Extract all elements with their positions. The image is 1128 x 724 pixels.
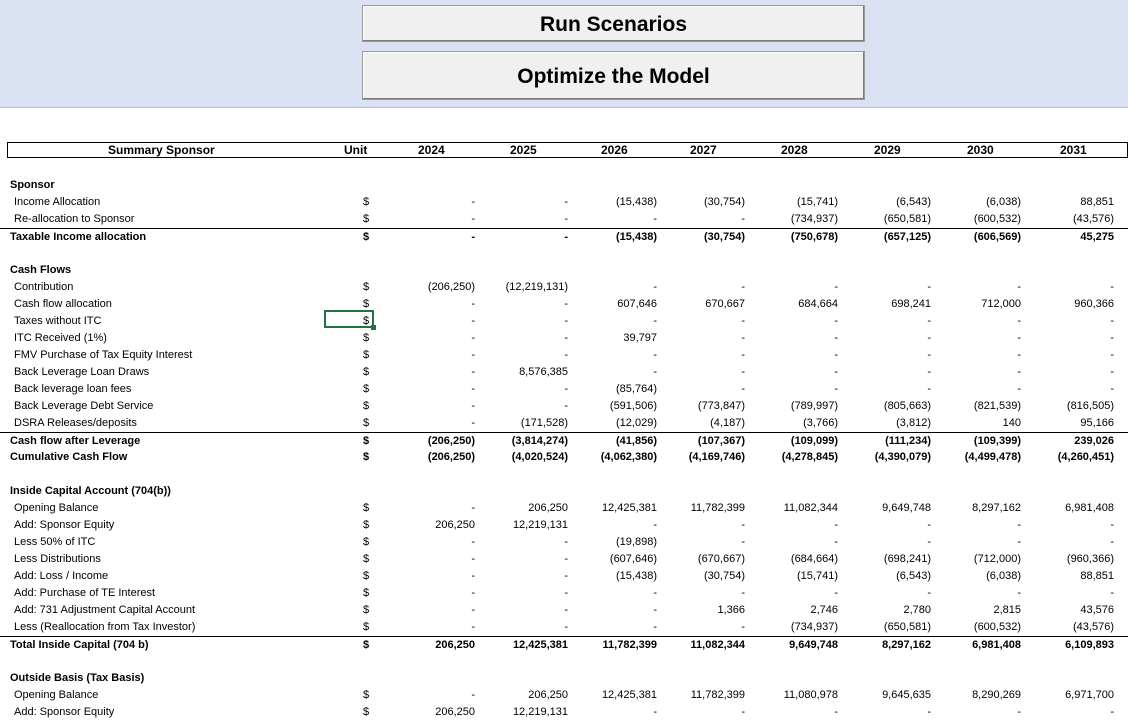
value-cell[interactable]: - — [1017, 332, 1021, 344]
table-row — [0, 296, 1128, 313]
table-row — [0, 211, 1128, 228]
value-cell[interactable]: 43,576 — [1080, 604, 1114, 616]
row-label[interactable]: Re-allocation to Sponsor — [14, 213, 135, 225]
value-cell[interactable]: (30,754) — [704, 570, 745, 582]
value-cell[interactable]: - — [564, 332, 568, 344]
value-cell[interactable]: - — [564, 621, 568, 633]
value-cell[interactable]: 2,815 — [993, 604, 1021, 616]
unit-cell[interactable]: $ — [362, 400, 370, 412]
section-row — [0, 670, 1128, 687]
value-cell[interactable]: - — [653, 349, 657, 361]
value-cell[interactable]: - — [471, 553, 475, 565]
value-cell[interactable]: - — [741, 706, 745, 718]
section-row — [0, 483, 1128, 500]
value-cell[interactable]: - — [741, 621, 745, 633]
value-cell[interactable]: - — [1110, 706, 1114, 718]
value-cell[interactable]: 239,026 — [1074, 435, 1114, 447]
row-label[interactable]: Taxable Income allocation — [10, 231, 147, 243]
table-row — [0, 194, 1128, 211]
value-cell[interactable]: (591,506) — [609, 400, 657, 412]
value-cell[interactable]: - — [1017, 706, 1021, 718]
row-label[interactable]: Less (Reallocation from Tax Investor) — [14, 621, 196, 633]
value-cell[interactable]: (19,898) — [616, 536, 657, 548]
value-cell[interactable]: - — [564, 553, 568, 565]
table-row — [0, 704, 1128, 721]
row-label[interactable]: Cash Flows — [10, 264, 72, 276]
row-label[interactable]: Outside Basis (Tax Basis) — [10, 672, 145, 684]
table-row — [0, 687, 1128, 704]
table-row — [0, 330, 1128, 347]
value-cell[interactable]: (3,766) — [803, 417, 838, 429]
value-cell[interactable]: (789,997) — [790, 400, 838, 412]
row-label[interactable]: Opening Balance — [14, 502, 99, 514]
row-label[interactable]: Back leverage loan fees — [14, 383, 132, 395]
value-cell[interactable]: - — [834, 366, 838, 378]
value-cell[interactable]: 88,851 — [1080, 196, 1114, 208]
row-label[interactable]: Cumulative Cash Flow — [10, 451, 128, 463]
value-cell[interactable]: - — [653, 587, 657, 599]
value-cell[interactable]: (111,234) — [885, 435, 931, 447]
row-label[interactable]: Add: 731 Adjustment Capital Account — [14, 604, 196, 616]
value-cell[interactable]: - — [471, 231, 475, 243]
value-cell[interactable]: (4,020,524) — [511, 451, 568, 463]
section-row — [0, 262, 1128, 279]
value-cell[interactable]: (821,539) — [973, 400, 1021, 412]
value-cell[interactable]: - — [834, 519, 838, 531]
value-cell[interactable]: (4,260,451) — [1057, 451, 1114, 463]
value-cell[interactable]: (206,250) — [427, 281, 475, 293]
value-cell[interactable]: - — [1110, 383, 1114, 395]
value-cell[interactable]: - — [471, 587, 475, 599]
value-cell[interactable]: (30,754) — [704, 231, 745, 243]
value-cell[interactable]: (15,438) — [616, 231, 657, 243]
value-cell[interactable]: 684,664 — [798, 298, 838, 310]
value-cell[interactable]: - — [1017, 383, 1021, 395]
table-row — [0, 619, 1128, 636]
value-cell[interactable]: - — [1110, 536, 1114, 548]
value-cell[interactable]: (41,856) — [616, 435, 657, 447]
unit-cell[interactable]: $ — [362, 604, 370, 616]
value-cell[interactable]: (712,000) — [973, 553, 1021, 565]
value-cell[interactable]: - — [834, 587, 838, 599]
unit-cell[interactable]: $ — [362, 315, 370, 327]
value-cell[interactable]: - — [653, 604, 657, 616]
value-cell[interactable]: - — [1017, 519, 1021, 531]
value-cell[interactable]: - — [471, 502, 475, 514]
unit-cell[interactable]: $ — [362, 213, 370, 225]
value-cell[interactable]: - — [741, 519, 745, 531]
value-cell[interactable]: - — [564, 536, 568, 548]
value-cell[interactable]: - — [927, 706, 931, 718]
year-header: 2028 — [781, 143, 808, 157]
value-cell[interactable]: (816,505) — [1066, 400, 1114, 412]
value-cell[interactable]: 11,082,344 — [783, 502, 838, 514]
value-cell[interactable]: (670,667) — [697, 553, 745, 565]
value-cell[interactable]: - — [741, 536, 745, 548]
row-label[interactable]: Add: Sponsor Equity — [14, 706, 115, 718]
unit-cell[interactable]: $ — [362, 587, 370, 599]
value-cell[interactable]: (600,532) — [973, 213, 1021, 225]
unit-cell[interactable]: $ — [362, 689, 370, 701]
unit-cell[interactable]: $ — [362, 332, 370, 344]
row-label[interactable]: Taxes without ITC — [14, 315, 102, 327]
table-row — [0, 364, 1128, 381]
row-label[interactable]: Less Distributions — [14, 553, 101, 565]
row-label[interactable]: Less 50% of ITC — [14, 536, 96, 548]
unit-cell[interactable]: $ — [362, 519, 370, 531]
value-cell[interactable]: - — [471, 298, 475, 310]
row-label[interactable]: Total Inside Capital (704 b) — [10, 639, 149, 651]
value-cell[interactable]: (650,581) — [883, 621, 931, 633]
value-cell[interactable]: (109,099) — [790, 435, 838, 447]
value-cell[interactable]: (805,663) — [883, 400, 931, 412]
value-cell[interactable]: (734,937) — [790, 621, 838, 633]
value-cell[interactable]: - — [741, 332, 745, 344]
value-cell[interactable]: - — [1110, 332, 1114, 344]
value-cell[interactable]: - — [564, 400, 568, 412]
year-header: 2031 — [1060, 143, 1087, 157]
unit-cell[interactable]: $ — [362, 298, 370, 310]
value-cell[interactable]: (650,581) — [883, 213, 931, 225]
value-cell[interactable]: - — [927, 315, 931, 327]
value-cell[interactable]: - — [741, 281, 745, 293]
year-header: 2027 — [690, 143, 717, 157]
value-cell[interactable]: - — [653, 213, 657, 225]
value-cell[interactable]: 1,366 — [717, 604, 745, 616]
value-cell[interactable]: 9,649,748 — [789, 639, 838, 651]
row-label[interactable]: Income Allocation — [14, 196, 101, 208]
value-cell[interactable]: (12,029) — [616, 417, 657, 429]
table-row — [0, 568, 1128, 585]
value-cell[interactable]: - — [564, 604, 568, 616]
row-label[interactable]: Add: Loss / Income — [14, 570, 109, 582]
value-cell[interactable]: (206,250) — [427, 435, 475, 447]
value-cell[interactable]: 9,649,748 — [882, 502, 931, 514]
value-cell[interactable]: (15,438) — [616, 570, 657, 582]
row-label[interactable]: Add: Sponsor Equity — [14, 519, 115, 531]
value-cell[interactable]: - — [1017, 536, 1021, 548]
value-cell[interactable]: (6,038) — [986, 570, 1021, 582]
total-row — [0, 449, 1128, 466]
value-cell[interactable]: - — [653, 621, 657, 633]
value-cell[interactable]: - — [471, 213, 475, 225]
value-cell[interactable]: - — [653, 315, 657, 327]
value-cell[interactable]: 12,219,131 — [512, 519, 568, 531]
value-cell[interactable]: 206,250 — [435, 639, 475, 651]
value-cell[interactable]: - — [741, 383, 745, 395]
value-cell[interactable]: (6,038) — [986, 196, 1021, 208]
sheet-title: Summary Sponsor — [108, 143, 215, 157]
table-row — [0, 500, 1128, 517]
row-label[interactable]: Contribution — [14, 281, 74, 293]
table-row — [0, 347, 1128, 364]
unit-cell[interactable]: $ — [362, 621, 370, 633]
value-cell[interactable]: - — [1110, 315, 1114, 327]
value-cell[interactable]: - — [741, 366, 745, 378]
value-cell[interactable]: - — [1017, 587, 1021, 599]
value-cell[interactable]: 11,782,399 — [602, 639, 657, 651]
year-header: 2026 — [601, 143, 628, 157]
value-cell[interactable]: - — [927, 383, 931, 395]
value-cell[interactable]: - — [927, 332, 931, 344]
unit-cell[interactable]: $ — [362, 536, 370, 548]
value-cell[interactable]: (684,664) — [790, 553, 838, 565]
value-cell[interactable]: - — [1017, 366, 1021, 378]
value-cell[interactable]: - — [471, 366, 475, 378]
value-cell[interactable]: - — [1110, 519, 1114, 531]
value-cell[interactable]: 206,250 — [528, 689, 568, 701]
value-cell[interactable]: - — [834, 349, 838, 361]
value-cell[interactable]: (206,250) — [427, 451, 475, 463]
value-cell[interactable]: - — [471, 315, 475, 327]
row-label[interactable]: Cash flow allocation — [14, 298, 112, 310]
table-row — [0, 398, 1128, 415]
value-cell[interactable]: (3,812) — [896, 417, 931, 429]
value-cell[interactable]: 95,166 — [1080, 417, 1114, 429]
year-header: 2025 — [510, 143, 537, 157]
value-cell[interactable]: - — [927, 519, 931, 531]
value-cell[interactable]: - — [471, 621, 475, 633]
value-cell[interactable]: 2,780 — [903, 604, 931, 616]
selected-cell[interactable] — [324, 310, 374, 328]
row-label[interactable]: Add: Purchase of TE Interest — [14, 587, 156, 599]
year-header: 2029 — [874, 143, 901, 157]
value-cell[interactable]: (600,532) — [973, 621, 1021, 633]
value-cell[interactable]: 698,241 — [891, 298, 931, 310]
value-cell[interactable]: - — [1017, 281, 1021, 293]
value-cell[interactable]: (109,399) — [973, 435, 1021, 447]
unit-cell[interactable]: $ — [362, 281, 370, 293]
ribbon-band — [0, 0, 1128, 108]
value-cell[interactable]: (4,499,478) — [964, 451, 1021, 463]
value-cell[interactable]: - — [1110, 281, 1114, 293]
unit-cell[interactable]: $ — [362, 435, 370, 447]
value-cell[interactable]: (773,847) — [697, 400, 745, 412]
value-cell[interactable]: - — [653, 366, 657, 378]
value-cell[interactable]: - — [1017, 315, 1021, 327]
table-row — [0, 602, 1128, 619]
unit-cell[interactable]: $ — [362, 570, 370, 582]
value-cell[interactable]: (30,754) — [704, 196, 745, 208]
value-cell[interactable]: 206,250 — [435, 706, 475, 718]
value-cell[interactable]: - — [834, 315, 838, 327]
value-cell[interactable]: 960,366 — [1074, 298, 1114, 310]
value-cell[interactable]: - — [564, 315, 568, 327]
value-cell[interactable]: (657,125) — [883, 231, 931, 243]
unit-cell[interactable]: $ — [362, 706, 370, 718]
table-row — [0, 551, 1128, 568]
value-cell[interactable]: - — [564, 570, 568, 582]
value-cell[interactable]: 45,275 — [1080, 231, 1114, 243]
value-cell[interactable]: 11,782,399 — [690, 502, 745, 514]
value-cell[interactable]: - — [564, 231, 568, 243]
value-cell[interactable]: (15,741) — [797, 196, 838, 208]
unit-cell[interactable]: $ — [362, 553, 370, 565]
value-cell[interactable]: (960,366) — [1066, 553, 1114, 565]
unit-cell[interactable]: $ — [362, 231, 370, 243]
value-cell[interactable]: 11,080,978 — [783, 689, 838, 701]
value-cell[interactable]: - — [741, 349, 745, 361]
value-cell[interactable]: 11,782,399 — [690, 689, 745, 701]
year-header: 2024 — [418, 143, 445, 157]
value-cell[interactable]: (107,367) — [697, 435, 745, 447]
value-cell[interactable]: - — [471, 689, 475, 701]
value-cell[interactable]: - — [927, 536, 931, 548]
run-scenarios-button[interactable]: Run Scenarios — [362, 5, 865, 42]
value-cell[interactable]: (43,576) — [1073, 621, 1114, 633]
value-cell[interactable]: - — [741, 213, 745, 225]
section-row — [0, 177, 1128, 194]
value-cell[interactable]: - — [471, 570, 475, 582]
value-cell[interactable]: - — [653, 281, 657, 293]
value-cell[interactable]: 8,290,269 — [972, 689, 1021, 701]
table-row — [0, 415, 1128, 432]
value-cell[interactable]: - — [1110, 366, 1114, 378]
value-cell[interactable]: 12,425,381 — [601, 689, 657, 701]
value-cell[interactable]: 712,000 — [981, 298, 1021, 310]
value-cell[interactable]: - — [471, 604, 475, 616]
value-cell[interactable]: - — [564, 196, 568, 208]
row-label[interactable]: Cash flow after Leverage — [10, 435, 141, 447]
value-cell[interactable]: - — [564, 383, 568, 395]
table-row — [0, 313, 1128, 330]
optimize-model-button[interactable]: Optimize the Model — [362, 51, 865, 100]
value-cell[interactable]: 6,109,893 — [1065, 639, 1114, 651]
table-header — [7, 142, 1128, 158]
value-cell[interactable]: 12,219,131 — [512, 706, 568, 718]
value-cell[interactable]: - — [564, 587, 568, 599]
value-cell[interactable]: - — [834, 332, 838, 344]
value-cell[interactable]: 206,250 — [435, 519, 475, 531]
value-cell[interactable]: (4,187) — [710, 417, 745, 429]
value-cell[interactable]: 8,297,162 — [882, 639, 931, 651]
table-row — [0, 517, 1128, 534]
value-cell[interactable]: (85,764) — [616, 383, 657, 395]
value-cell[interactable]: 206,250 — [528, 502, 568, 514]
row-label[interactable]: ITC Received (1%) — [14, 332, 107, 344]
value-cell[interactable]: 9,645,635 — [882, 689, 931, 701]
value-cell[interactable]: (750,678) — [790, 231, 838, 243]
value-cell[interactable]: - — [1110, 349, 1114, 361]
value-cell[interactable]: - — [564, 298, 568, 310]
value-cell[interactable]: (4,390,079) — [874, 451, 931, 463]
table-row — [0, 585, 1128, 602]
value-cell[interactable]: - — [471, 196, 475, 208]
value-cell[interactable]: 12,425,381 — [512, 639, 568, 651]
value-cell[interactable]: - — [741, 315, 745, 327]
value-cell[interactable]: - — [927, 366, 931, 378]
value-cell[interactable]: 39,797 — [623, 332, 657, 344]
value-cell[interactable]: 88,851 — [1080, 570, 1114, 582]
value-cell[interactable]: (43,576) — [1073, 213, 1114, 225]
value-cell[interactable]: - — [834, 383, 838, 395]
value-cell[interactable]: (15,438) — [616, 196, 657, 208]
value-cell[interactable]: (171,528) — [520, 417, 568, 429]
row-label[interactable]: Back Leverage Loan Draws — [14, 366, 150, 378]
value-cell[interactable]: (4,278,845) — [781, 451, 838, 463]
value-cell[interactable]: - — [471, 383, 475, 395]
unit-cell[interactable]: $ — [362, 502, 370, 514]
value-cell[interactable]: 607,646 — [617, 298, 657, 310]
value-cell[interactable]: 8,297,162 — [972, 502, 1021, 514]
row-label[interactable]: DSRA Releases/deposits — [14, 417, 137, 429]
value-cell[interactable]: 8,576,385 — [519, 366, 568, 378]
unit-cell[interactable]: $ — [362, 349, 370, 361]
value-cell[interactable]: (4,062,380) — [600, 451, 657, 463]
value-cell[interactable]: - — [1110, 587, 1114, 599]
year-header: 2030 — [967, 143, 994, 157]
value-cell[interactable]: (698,241) — [883, 553, 931, 565]
value-cell[interactable]: (12,219,131) — [505, 281, 568, 293]
value-cell[interactable]: (15,741) — [797, 570, 838, 582]
value-cell[interactable]: - — [471, 536, 475, 548]
row-label[interactable]: Sponsor — [10, 179, 55, 191]
table-row — [0, 381, 1128, 398]
value-cell[interactable]: (6,543) — [896, 570, 931, 582]
unit-cell[interactable]: $ — [362, 366, 370, 378]
value-cell[interactable]: (734,937) — [790, 213, 838, 225]
value-cell[interactable]: - — [834, 706, 838, 718]
value-cell[interactable]: - — [927, 587, 931, 599]
unit-cell[interactable]: $ — [362, 639, 370, 651]
row-label[interactable]: Inside Capital Account (704(b)) — [10, 485, 171, 497]
value-cell[interactable]: - — [741, 587, 745, 599]
table-row — [0, 279, 1128, 296]
value-cell[interactable]: - — [471, 400, 475, 412]
value-cell[interactable]: 11,082,344 — [690, 639, 745, 651]
value-cell[interactable]: (6,543) — [896, 196, 931, 208]
value-cell[interactable]: 670,667 — [705, 298, 745, 310]
value-cell[interactable]: - — [653, 519, 657, 531]
value-cell[interactable]: (3,814,274) — [511, 435, 568, 447]
row-label[interactable]: Back Leverage Debt Service — [14, 400, 154, 412]
value-cell[interactable]: - — [471, 332, 475, 344]
row-label[interactable]: FMV Purchase of Tax Equity Interest — [14, 349, 193, 361]
unit-cell[interactable]: $ — [362, 196, 370, 208]
unit-cell[interactable]: $ — [362, 383, 370, 395]
total-row — [0, 228, 1128, 246]
unit-cell[interactable]: $ — [362, 451, 370, 463]
value-cell[interactable]: - — [1017, 349, 1021, 361]
unit-header: Unit — [344, 143, 368, 157]
value-cell[interactable]: - — [471, 349, 475, 361]
value-cell[interactable]: - — [927, 281, 931, 293]
value-cell[interactable]: (4,169,746) — [688, 451, 745, 463]
row-label[interactable]: Opening Balance — [14, 689, 99, 701]
value-cell[interactable]: (607,646) — [609, 553, 657, 565]
total-row — [0, 636, 1128, 654]
value-cell[interactable]: - — [927, 349, 931, 361]
value-cell[interactable]: (606,569) — [973, 231, 1021, 243]
value-cell[interactable]: - — [834, 281, 838, 293]
value-cell[interactable]: 2,746 — [810, 604, 838, 616]
value-cell[interactable]: - — [564, 213, 568, 225]
value-cell[interactable]: 12,425,381 — [601, 502, 657, 514]
value-cell[interactable]: 6,971,700 — [1065, 689, 1114, 701]
value-cell[interactable]: - — [834, 536, 838, 548]
value-cell[interactable]: 6,981,408 — [1065, 502, 1114, 514]
value-cell[interactable]: 140 — [1002, 417, 1021, 429]
value-cell[interactable]: - — [653, 706, 657, 718]
value-cell[interactable]: - — [471, 417, 475, 429]
total-row — [0, 432, 1128, 450]
value-cell[interactable]: - — [564, 349, 568, 361]
unit-cell[interactable]: $ — [362, 417, 370, 429]
table-row — [0, 534, 1128, 551]
value-cell[interactable]: 6,981,408 — [972, 639, 1021, 651]
